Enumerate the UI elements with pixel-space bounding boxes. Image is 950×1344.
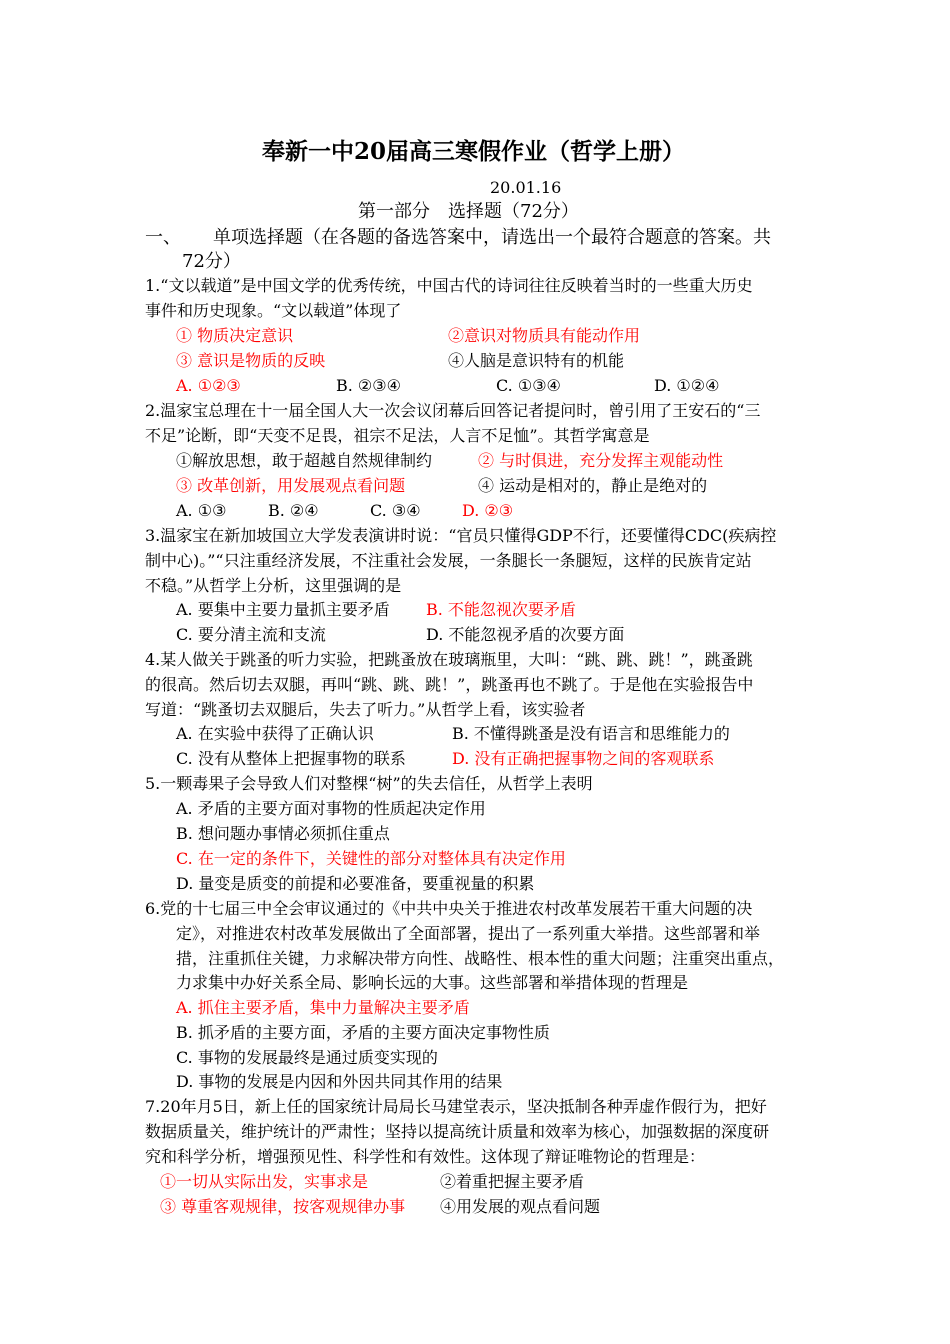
option-d: D. 没有正确把握事物之间的客观联系 — [452, 749, 715, 768]
statement-4: ④ 运动是相对的，静止是绝对的 — [478, 476, 708, 495]
section-heading-cont: 72分） — [182, 251, 241, 272]
question-stem: 不足”论断，即“天变不足畏，祖宗不足法，人言不足恤”。其哲学寓意是 — [145, 426, 650, 445]
option-d: D. ①②④ — [654, 376, 720, 395]
page-title: 奉新一中20届高三寒假作业（哲学上册） — [262, 138, 686, 165]
question-stem: 7.20年月5日，新上任的国家统计局局长马建堂表示，坚决抵制各种弄虚作假行为，把好 — [145, 1097, 767, 1116]
option-d: D. ②③ — [462, 501, 514, 520]
question-stem: 定》，对推进农村改革发展做出了全面部署，提出了一系列重大举措。这些部署和举 — [176, 924, 761, 943]
question-stem: 写道：“跳蚤切去双腿后，失去了听力。”从哲学上看，该实验者 — [145, 700, 586, 719]
question-stem: 1.“文以载道”是中国文学的优秀传统，中国古代的诗词往往反映着当时的一些重大历史 — [145, 276, 753, 295]
question-stem: 究和科学分析，增强预见性、科学性和有效性。这体现了辩证唯物论的哲理是： — [145, 1147, 706, 1166]
section-heading: 单项选择题（在各题的备选答案中，请选出一个最符合题意的答案。共 — [213, 227, 771, 248]
statement-2: ②着重把握主要矛盾 — [440, 1172, 585, 1191]
option-a: A. 要集中主要力量抓主要矛盾 — [176, 600, 390, 619]
statement-4: ④用发展的观点看问题 — [440, 1197, 601, 1216]
section-number: 一、 — [145, 227, 181, 248]
option-b: B. ②③④ — [336, 376, 401, 395]
question-stem: 2.温家宝总理在十一届全国人大一次会议闭幕后回答记者提问时，曾引用了王安石的“三 — [145, 401, 761, 420]
option-a: A. ①②③ — [176, 376, 241, 395]
option-a: A. 在实验中获得了正确认识 — [176, 724, 374, 743]
option-b: B. 不懂得跳蚤是没有语言和思维能力的 — [452, 724, 730, 743]
option-a: A. 矛盾的主要方面对事物的性质起决定作用 — [176, 799, 486, 818]
question-stem: 事件和历史现象。“文以载道”体现了 — [145, 301, 402, 320]
statement-2: ② 与时俱进，充分发挥主观能动性 — [478, 451, 724, 470]
option-d: D. 量变是质变的前提和必要准备，要重视量的积累 — [176, 874, 535, 893]
statement-3: ③ 尊重客观规律，按客观规律办事 — [160, 1197, 406, 1216]
statement-3: ③ 意识是物质的反映 — [176, 351, 326, 370]
option-c: C. ③④ — [370, 501, 421, 520]
question-stem: 力求集中办好关系全局、影响长远的大事。这些部署和举措体现的哲理是 — [176, 973, 689, 992]
option-b: B. 想问题办事情必须抓住重点 — [176, 824, 390, 843]
question-stem: 的很高。然后切去双腿，再叫“跳、跳、跳！”，跳蚤再也不跳了。于是他在实验报告中 — [145, 675, 754, 694]
question-stem: 数据质量关，维护统计的严肃性；坚持以提高统计质量和效率为核心，加强数据的深度研 — [145, 1122, 770, 1141]
part-heading: 第一部分 选择题（72分） — [358, 201, 579, 222]
statement-2: ②意识对物质具有能动作用 — [448, 326, 641, 345]
statement-1: ①解放思想，敢于超越自然规律制约 — [176, 451, 433, 470]
option-c: C. 要分清主流和支流 — [176, 625, 326, 644]
option-a: A. 抓住主要矛盾，集中力量解决主要矛盾 — [176, 998, 470, 1017]
option-a: A. ①③ — [176, 501, 227, 520]
option-c: C. 在一定的条件下，关键性的部分对整体具有决定作用 — [176, 849, 566, 868]
question-stem: 不稳。”从哲学上分析，这里强调的是 — [145, 576, 402, 595]
option-d: D. 事物的发展是内因和外因共同其作用的结果 — [176, 1072, 503, 1091]
question-stem: 措，注重抓住关键，力求解决带方向性、战略性、根本性的重大问题；注重突出重点， — [176, 949, 785, 968]
statement-3: ③ 改革创新，用发展观点看问题 — [176, 476, 406, 495]
question-stem: 制中心)。”“只注重经济发展，不注重社会发展，一条腿长一条腿短，这样的民族肯定站 — [145, 551, 752, 570]
option-c: C. ①③④ — [496, 376, 561, 395]
question-stem: 3.温家宝在新加坡国立大学发表演讲时说：“官员只懂得GDP不行，还要懂得CDC(疾病控 — [145, 526, 777, 545]
statement-1: ① 物质决定意识 — [176, 326, 294, 345]
option-b: B. ②④ — [268, 501, 319, 520]
option-b: B. 不能忽视次要矛盾 — [426, 600, 576, 619]
option-c: C. 事物的发展最终是通过质变实现的 — [176, 1048, 438, 1067]
option-b: B. 抓矛盾的主要方面，矛盾的主要方面决定事物性质 — [176, 1023, 550, 1042]
document-date: 20.01.16 — [490, 178, 562, 197]
statement-1: ①一切从实际出发，实事求是 — [160, 1172, 369, 1191]
statement-4: ④人脑是意识特有的机能 — [448, 351, 625, 370]
question-stem: 6.党的十七届三中全会审议通过的《中共中央关于推进农村改革发展若干重大问题的决 — [145, 899, 753, 918]
question-stem: 4.某人做关于跳蚤的听力实验，把跳蚤放在玻璃瓶里，大叫：“跳、跳、跳！”，跳蚤跳 — [145, 650, 753, 669]
option-d: D. 不能忽视矛盾的次要方面 — [426, 625, 625, 644]
question-stem: 5.一颗毒果子会导致人们对整棵“树”的失去信任，从哲学上表明 — [145, 774, 593, 793]
option-c: C. 没有从整体上把握事物的联系 — [176, 749, 406, 768]
